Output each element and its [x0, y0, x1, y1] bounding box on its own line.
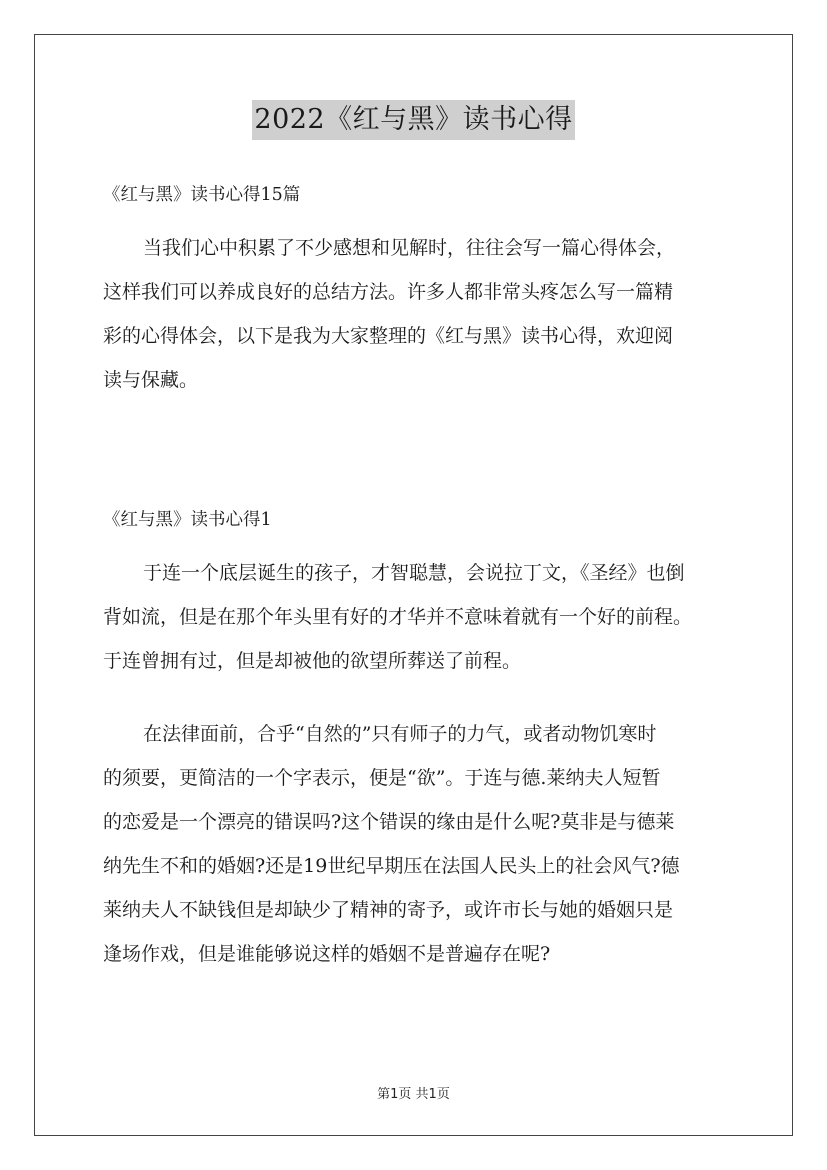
intro-line: 当我们心中积累了不少感想和见解时，往往会写一篇心得体会，	[143, 237, 676, 259]
document-title: 2022《红与黑》读书心得	[252, 100, 574, 140]
page-footer: 第1页 共1页	[377, 1087, 450, 1102]
paragraph-line: 纳先生不和的婚姻?还是19世纪早期压在法国人民头上的社会风气?德	[103, 855, 680, 877]
intro-line: 这样我们可以养成良好的总结方法。许多人都非常头疼怎么写一篇精	[103, 281, 674, 303]
paragraph-line: 于连曾拥有过，但是却被他的欲望所葬送了前程。	[103, 650, 522, 672]
intro-line: 读与保藏。	[103, 369, 199, 391]
body-paragraph-2	[103, 712, 743, 976]
section-heading: 《红与黑》读书心得1	[103, 510, 272, 530]
intro-line: 彩的心得体会，以下是我为大家整理的《红与黑》读书心得，欢迎阅	[103, 325, 674, 347]
document-subtitle: 《红与黑》读书心得15篇	[103, 185, 301, 205]
body-paragraph-1	[103, 551, 743, 683]
paragraph-line: 于连一个底层诞生的孩子，才智聪慧，会说拉丁文，《圣经》也倒	[143, 562, 685, 584]
paragraph-line: 逢场作戏，但是谁能够说这样的婚姻不是普遍存在呢?	[103, 943, 551, 965]
paragraph-line: 在法律面前，合乎“自然的”只有师子的力气，或者动物饥寒时	[143, 723, 657, 745]
paragraph-line: 莱纳夫人不缺钱但是却缺少了精神的寄予，或许市长与她的婚姻只是	[103, 899, 674, 921]
paragraph-line: 背如流，但是在那个年头里有好的才华并不意味着就有一个好的前程。	[103, 606, 693, 628]
title-container	[0, 100, 827, 140]
paragraph-line: 的恋爱是一个漂亮的错误吗?这个错误的缘由是什么呢?莫非是与德莱	[103, 811, 675, 833]
intro-paragraph	[103, 226, 743, 402]
paragraph-line: 的须要，更简洁的一个字表示，便是“欲”。于连与德.莱纳夫人短暂	[103, 767, 661, 789]
